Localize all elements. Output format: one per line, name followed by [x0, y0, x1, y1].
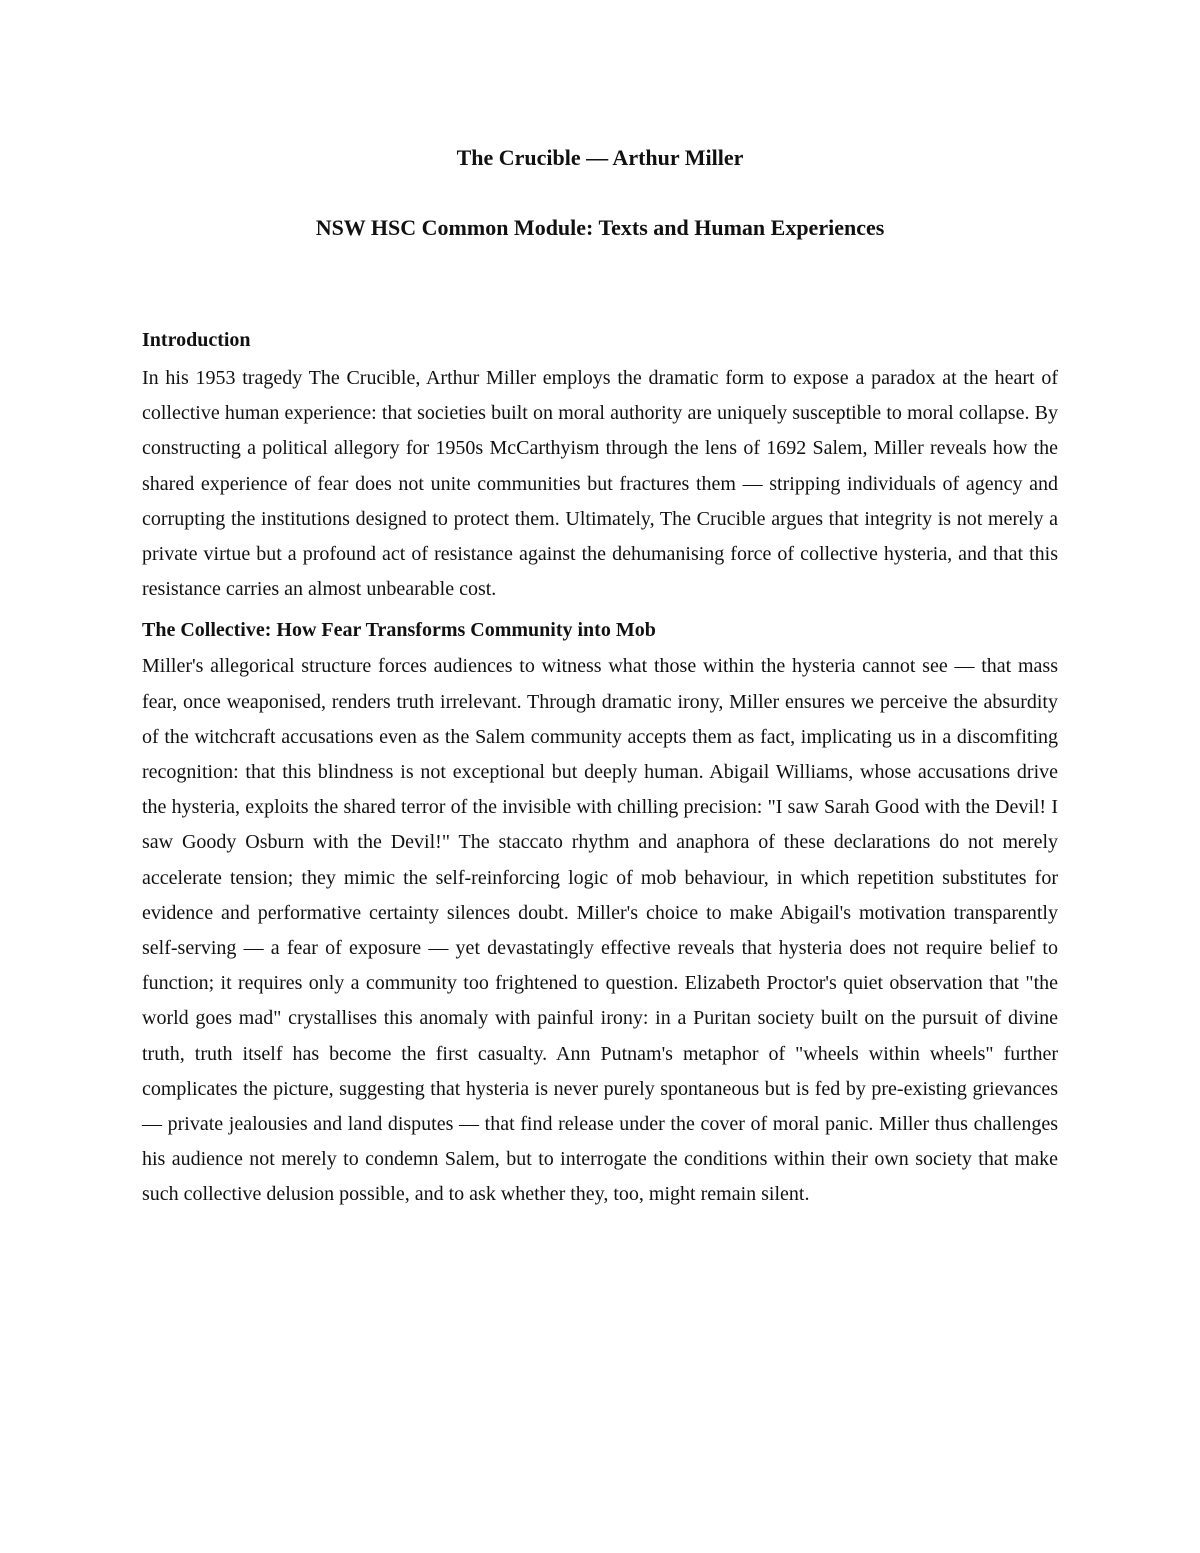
section-heading-introduction: Introduction [142, 329, 251, 351]
document-title: The Crucible — Arthur Miller [456, 145, 744, 170]
introduction-paragraph: In his 1953 tragedy The Crucible, Arthur Miller employs the dramatic form to expose a paradox at the heart of collective human experience: that societies built on moral authority are uniquely susceptible to moral collapse. By constructing a political allegory for 1950s McCarthyism through the lens of 1692 Salem, Miller reveals how the shared experience of fear does not unite communities but fractures them — stripping individuals of agency and corrupting the institutions designed to protect them. Ultimately, The Crucible argues that integrity is not merely a private virtue but a profound act of resistance against the dehumanising force of collective hysteria, and that this resistance carries an almost unbearable cost. [142, 367, 1058, 601]
collective-paragraph: Miller's allegorical structure forces audiences to witness what those within the hysteria cannot see — that mass fear, once weaponised, renders truth irrelevant. Through dramatic irony, Miller ensures we perceive the absurdity of the witchcraft accusations even as the Salem community accepts them as fact, implicating us in a discomfiting recognition: that this blindness is not exceptional but deeply human. Abigail Williams, whose accusations drive the hysteria, exploits the shared terror of the invisible with chilling precision: "I saw Sarah Good with the Devil! I saw Goody Osburn with the Devil!" The staccato rhythm and anaphora of these declarations do not merely accelerate tension; they mimic the self-reinforcing logic of mob behaviour, in which repetition substitutes for evidence and performative certainty silences doubt. Miller's choice to make Abigail's motivation transparently self-serving — a fear of exposure — yet devastatingly effective reveals that hysteria does not require belief to function; it requires only a community too frightened to question. Elizabeth Proctor's quiet observation that "the world goes mad" crystallises this anomaly with painful irony: in a Puritan society built on the pursuit of divine truth, truth itself has become the first casualty. Ann Putnam's metaphor of "wheels within wheels" further complicates the picture, suggesting that hysteria is never purely spontaneous but is fed by pre-existing grievances — private jealousies and land disputes — that find release under the cover of moral panic. Miller thus challenges his audience not merely to condemn Salem, but to interrogate the conditions within their own society that make such collective delusion possible, and to ask whether they, too, might remain silent. [142, 655, 1058, 1206]
section-heading-collective: The Collective: How Fear Transforms Community into Mob [142, 619, 656, 642]
document-subtitle: NSW HSC Common Module: Texts and Human Experiences [315, 215, 885, 240]
document-content [142, 141, 1058, 1213]
